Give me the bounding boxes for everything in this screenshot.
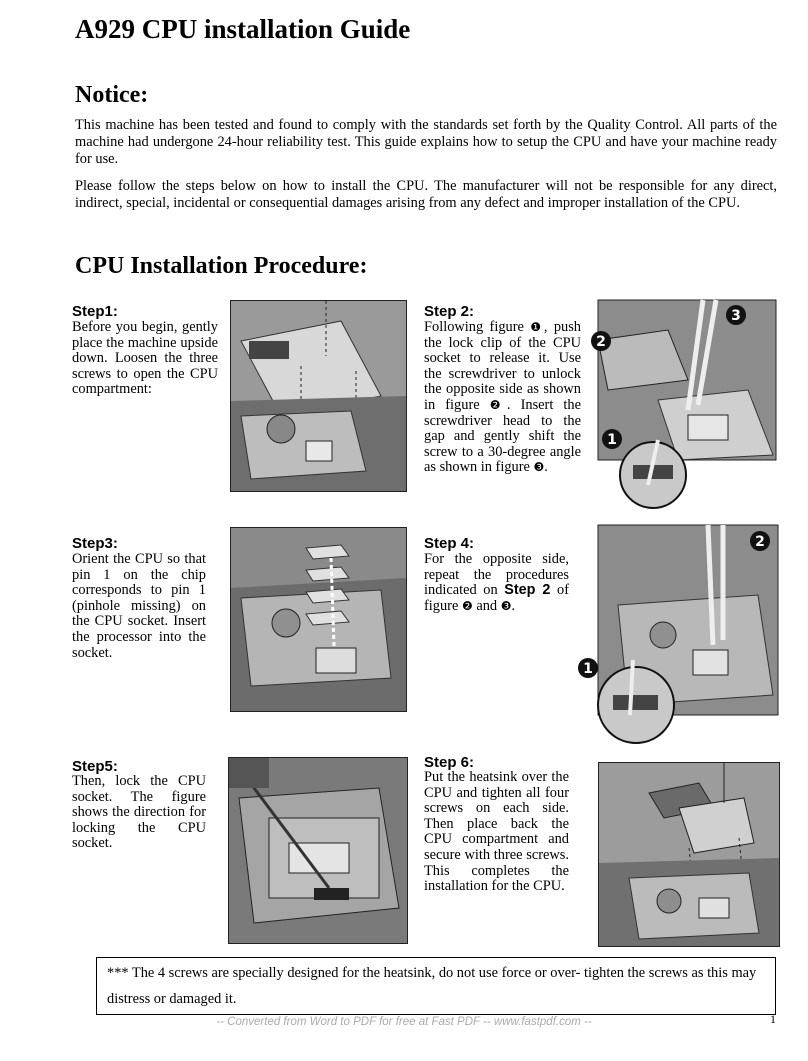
notice-paragraph-2: Please follow the steps below on how to install the CPU. The manufacturer will not be responsible for any direct, indirect, special, incidental or consequential damages arising from any defect and improper installation of the CPU. — [75, 178, 777, 211]
page-number: 1 — [770, 1012, 776, 1026]
step3-figure — [230, 527, 407, 712]
step4-text — [424, 552, 569, 614]
step2-text-part: . — [544, 459, 548, 476]
step1-heading: Step1: — [72, 303, 118, 320]
step4-text-part: . — [511, 597, 516, 614]
figure-marker-1: 1 — [607, 432, 617, 448]
step6-figure — [598, 762, 780, 947]
page-title: A929 CPU installation Guide — [75, 14, 411, 44]
step3-text: Orient the CPU so that pin 1 on the chip corresponds to pin 1 (pinhole missing) on the CPU socket. Insert the processor into the socket. — [72, 551, 206, 661]
step1-text: Before you begin, gently place the machine upside down. Loosen the three screws to open the CPU compartment: — [72, 319, 218, 398]
step2-figure — [598, 300, 776, 510]
step4-text-part: of figure — [424, 582, 569, 614]
cpu-insert-illustration — [231, 528, 406, 711]
step4-heading: Step 4: — [424, 535, 475, 552]
notice-heading: Notice: — [75, 82, 149, 108]
heatsink-illustration — [599, 763, 779, 946]
laptop-bottom-illustration — [231, 301, 406, 491]
figure-ref-1: ❶ — [530, 320, 544, 334]
step5-figure — [228, 757, 408, 944]
step4-text-part: and — [472, 597, 501, 614]
step2-text-part: Following figure — [424, 319, 531, 335]
figure-marker-3: 3 — [731, 308, 741, 324]
socket-lock-illustration — [229, 758, 407, 943]
step5-heading: Step5: — [72, 758, 118, 775]
figure-ref-3: ❸ — [500, 598, 512, 613]
step4-text-part: For the opposite side, repeat the procedures indicated on — [424, 551, 569, 599]
step2-text-part: , push the lock clip of the CPU socket to release it. Use the screwdriver to unlock the opposite side as shown in figure — [424, 319, 582, 413]
socket-opposite-illustration — [578, 525, 778, 750]
step5-text: Then, lock the CPU socket. The figure shows the direction for locking the CPU socket. — [72, 773, 206, 852]
step6-heading: Step 6: — [424, 754, 475, 771]
figure-ref-2: ❷ — [461, 598, 473, 613]
procedure-heading: CPU Installation Procedure: — [75, 253, 368, 279]
figure-marker-1: 1 — [583, 661, 593, 677]
notice-paragraph-1: This machine has been tested and found to comply with the standards set forth by the Quality Control. All parts of the machine had undergone 24-hour reliability test. This guide explains how to setup the CPU and have your machine ready for use. — [75, 117, 777, 167]
socket-unlock-illustration — [598, 300, 776, 510]
figure-marker-2: 2 — [596, 334, 606, 350]
step2-text — [424, 320, 581, 476]
figure-ref-3: ❸ — [533, 460, 545, 475]
step1-figure — [230, 300, 407, 492]
warning-note: *** The 4 screws are specially designed for the heatsink, do not use force or over- tighten the screws as this may distress or damaged it. — [96, 957, 776, 1015]
figure-marker-2: 2 — [755, 534, 765, 550]
step4-figure — [578, 525, 778, 750]
step2-heading: Step 2: — [424, 303, 475, 320]
step2-reference: Step 2 — [504, 582, 551, 599]
step3-heading: Step3: — [72, 535, 118, 552]
step2-text-part: . Insert the screwdriver head to the gap and gently shift the screw to a 30-degree angle as shown in figure — [424, 396, 581, 476]
step6-text: Put the heatsink over the CPU and tighten all four screws on each side. Then place back the CPU compartment and secure with three screws. This completes the installation for the CPU. — [424, 769, 569, 895]
figure-ref-2: ❷ — [489, 397, 507, 412]
converter-footer: -- Converted from Word to PDF for free at Fast PDF -- www.fastpdf.com -- — [216, 1016, 592, 1028]
